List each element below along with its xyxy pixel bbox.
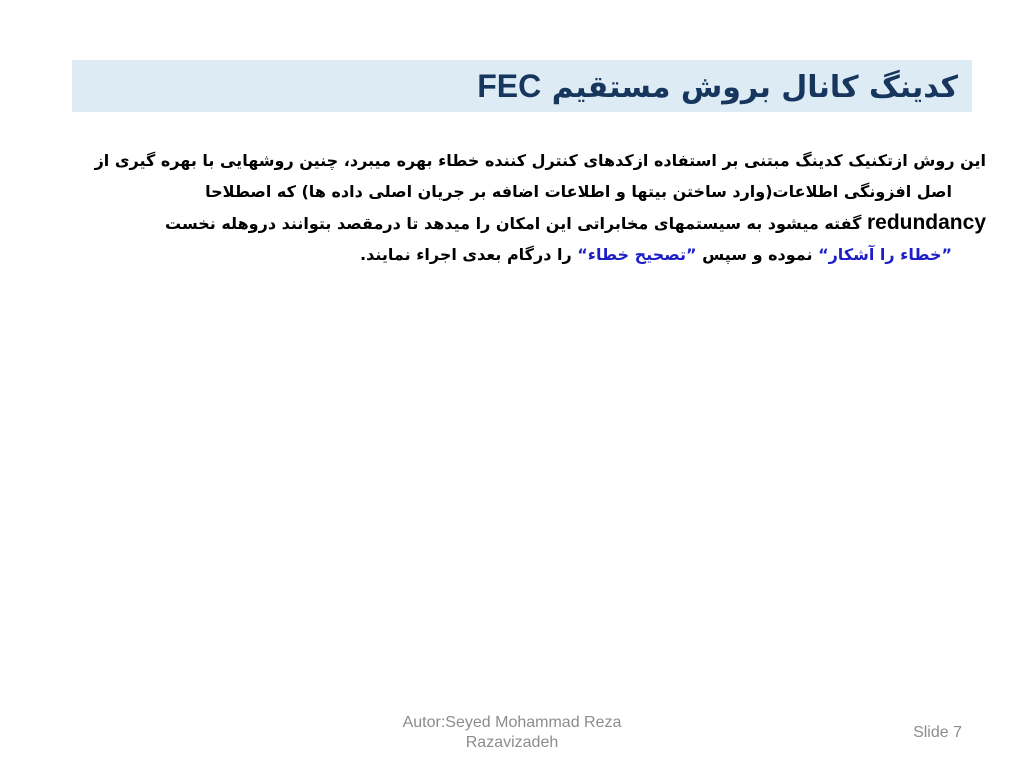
footer-author-line2: Razavizadeh	[465, 734, 559, 751]
footer-author-line1: Autor:Seyed Mohammad Reza	[402, 714, 622, 731]
slide-body	[56, 145, 986, 270]
body-line-4	[56, 239, 986, 270]
redundancy-term: redundancy	[866, 211, 986, 234]
body-line-3	[56, 207, 986, 239]
footer-author	[362, 713, 662, 753]
slide-title	[477, 64, 958, 110]
body-line-4-end: را درگام بعدی اجراء نمایند.	[360, 245, 572, 264]
slide-title-en: FEC	[477, 68, 542, 104]
body-line-4-mid: نموده و سپس	[702, 245, 813, 264]
body-line-1: این روش ازتکنیک کدینگ مبتنی بر استفاده ازکدهای کنترل کننده خطاء بهره میبرد، چنین روشهایی با بهره گیری از	[94, 151, 986, 170]
highlight-error-detection: ”خطاء را آشکار“	[818, 245, 952, 264]
title-bar	[72, 60, 972, 112]
slide-number: Slide 7	[913, 724, 962, 741]
highlight-error-correction: ”تصحیح خطاء“	[577, 245, 697, 264]
slide-title-fa: کدینگ کانال بروش مستقیم	[551, 70, 958, 105]
body-line-3-text: گفته میشود به سیستمهای مخابراتی این امکان را میدهد تا درمقصد بتوانند دروهله نخست	[165, 214, 862, 233]
body-line-2: اصل افزونگی اطلاعات(وارد ساختن بیتها و اطلاعات اضافه بر جریان اصلی داده ها) که اصطلاحا	[205, 182, 952, 201]
